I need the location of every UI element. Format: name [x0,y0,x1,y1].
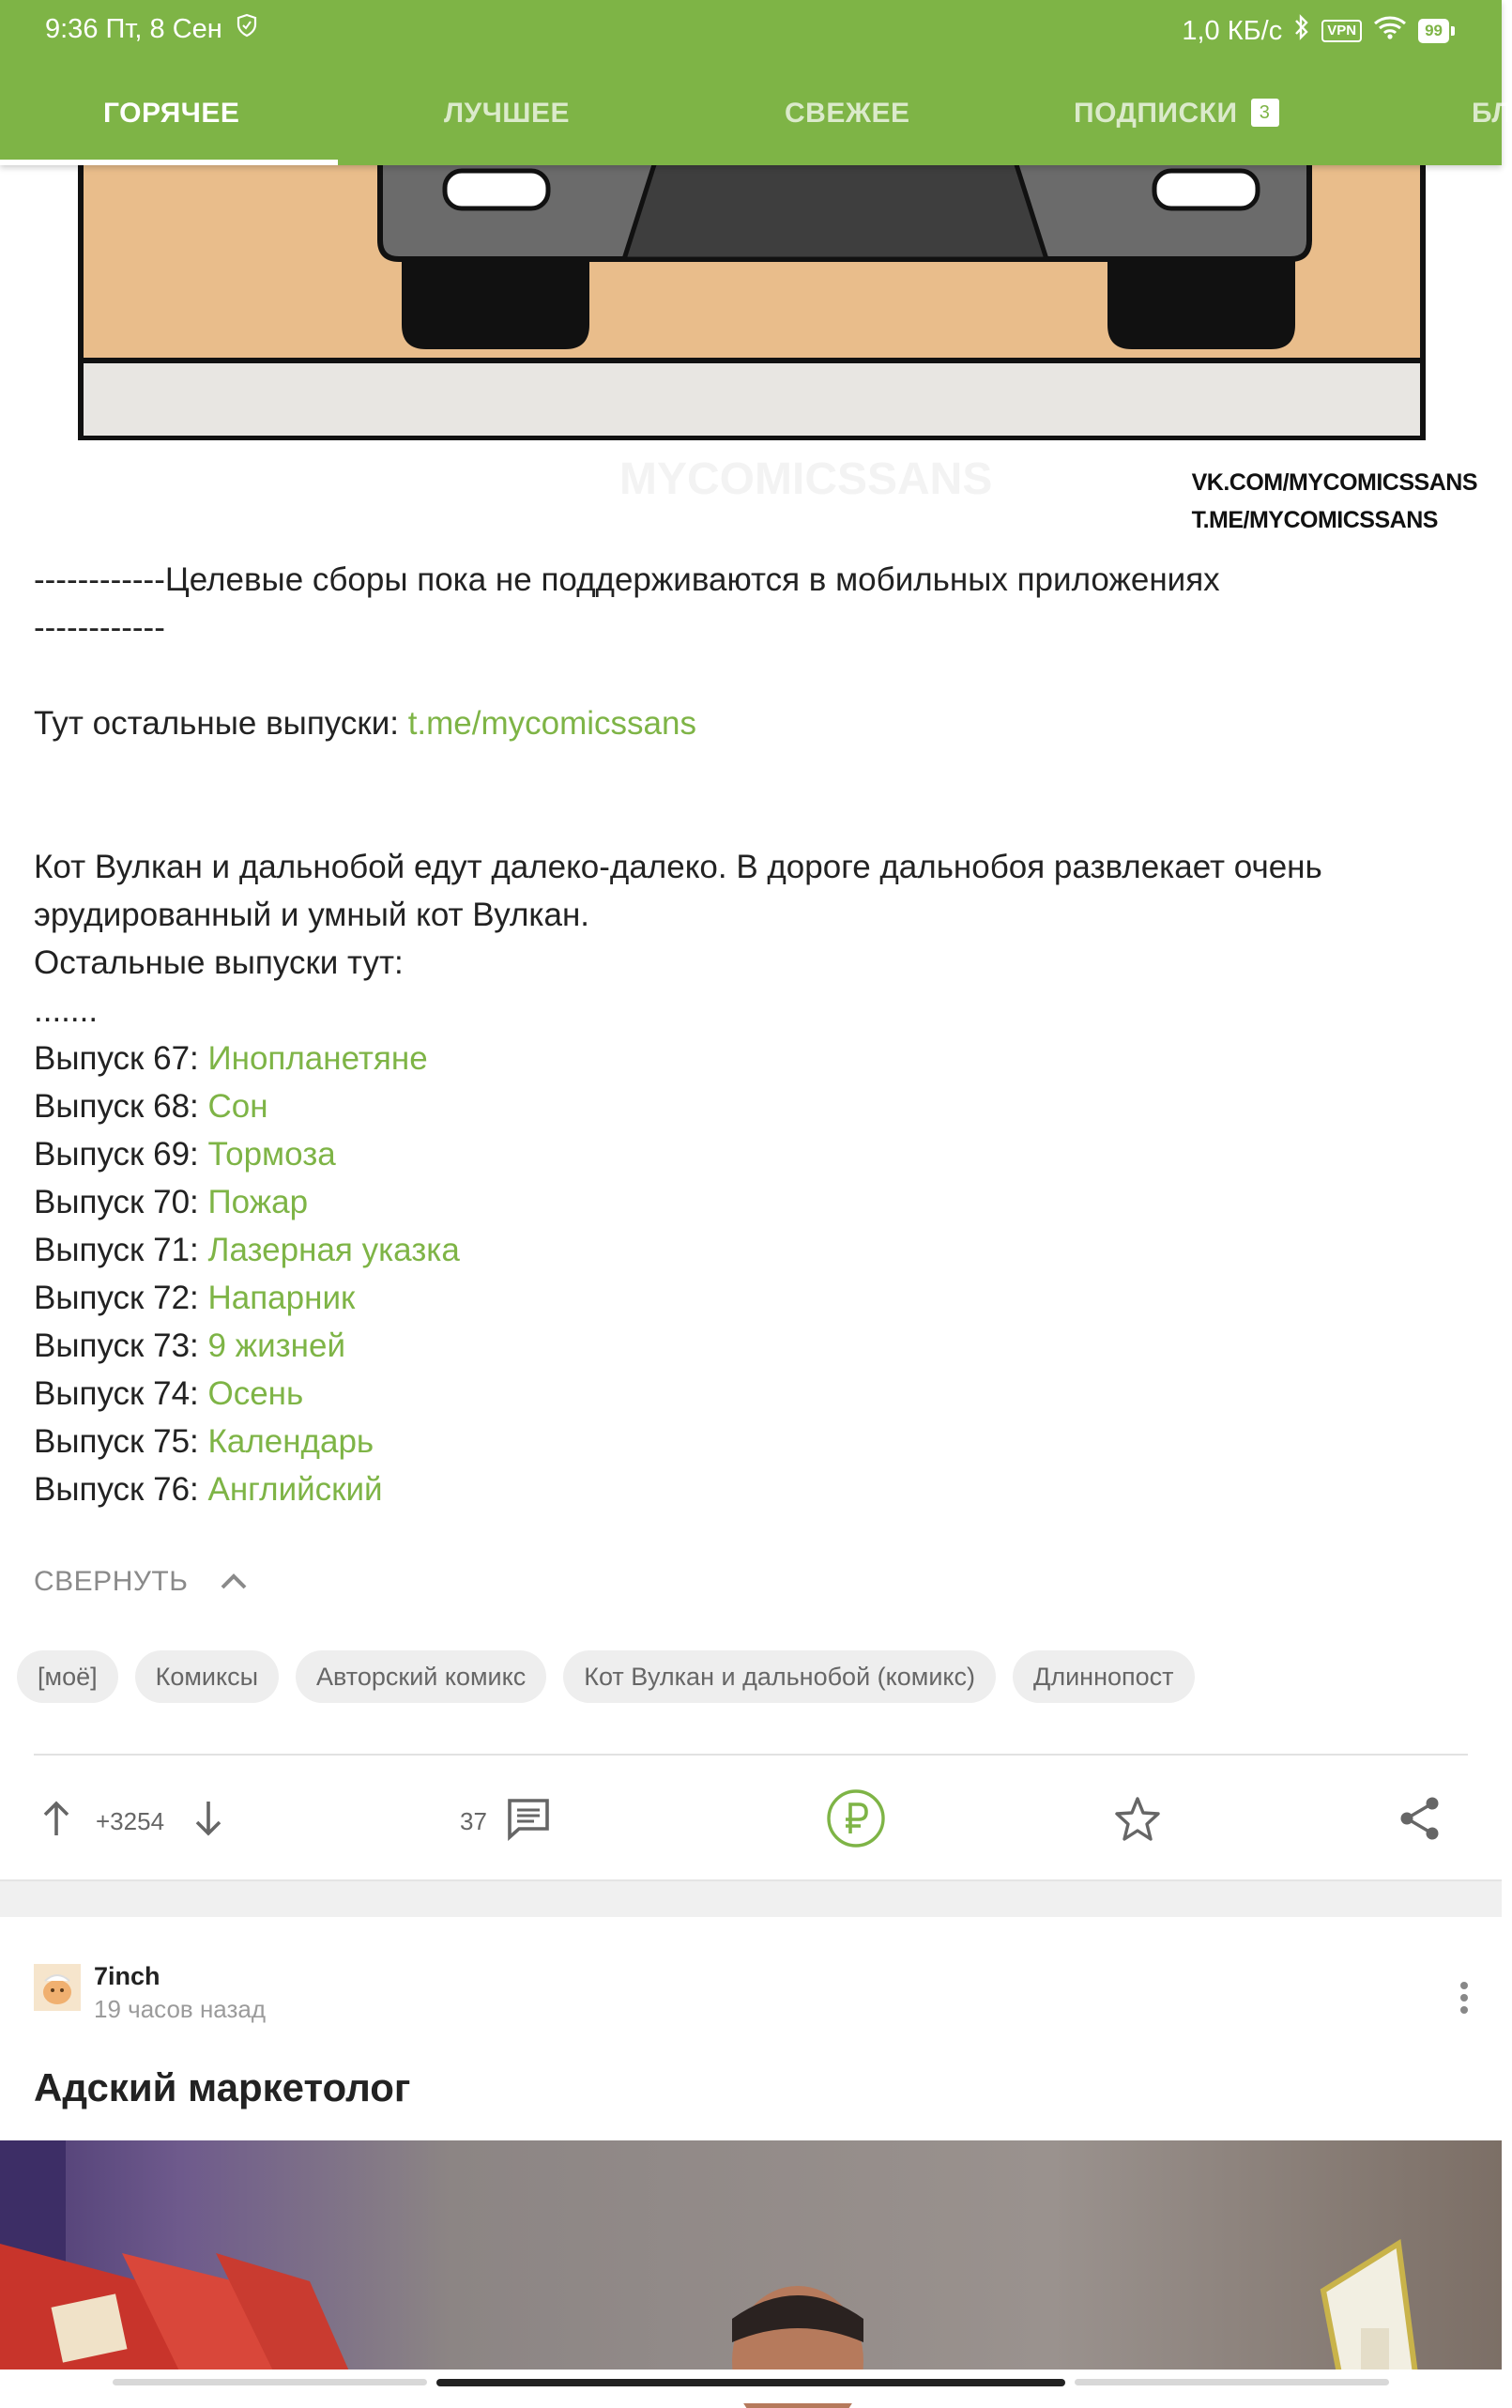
tag-chip[interactable]: [моё] [17,1650,118,1703]
arrow-up-icon [38,1798,75,1846]
issue-link[interactable]: Тормоза [207,1136,336,1173]
other-issues-prefix: Тут остальные выпуски: [34,705,408,742]
issue-number: Выпуск 67: [34,1040,208,1077]
issue-number: Выпуск 74: [34,1375,208,1412]
collapse-button[interactable] [34,1566,248,1598]
issue-link[interactable]: Напарник [207,1280,356,1316]
active-tab-indicator [0,160,338,165]
credit-telegram: T.ME/MYCOMICSSANS [1191,507,1438,533]
issue-number: Выпуск 70: [34,1184,208,1220]
more-options-icon[interactable] [1459,1981,1470,2019]
issue-item [34,1035,1470,1082]
post-separator [0,1879,1502,1917]
issue-number: Выпуск 76: [34,1471,208,1508]
issue-link[interactable]: Осень [207,1375,304,1412]
post-action-bar [0,1784,1502,1859]
ellipsis: ....... [34,992,99,1029]
issue-item [34,1370,1470,1418]
issue-link[interactable]: Английский [207,1471,383,1508]
issue-number: Выпуск 73: [34,1327,208,1364]
separator-dashes: ------------ [34,609,165,646]
donate-button[interactable] [826,1784,886,1859]
feed-tabs [0,60,1512,165]
tag-chip[interactable]: Кот Вулкан и дальнобой (комикс) [563,1650,996,1703]
tab-hot[interactable] [103,98,239,130]
description-line-1: Кот Вулкан и дальнобой едут далеко-далеко. В дороге дальнобоя развлекает очень [34,849,1322,885]
comment-icon [506,1797,551,1847]
app-bar [0,0,1512,165]
comic-credits [1192,464,1477,539]
comments-button[interactable] [460,1784,551,1859]
tab-blogs-label: БЛ [1472,98,1512,129]
author-name[interactable]: 7inch [94,1962,160,1990]
divider [34,1754,1468,1756]
tab-fresh-label: СВЕЖЕЕ [785,98,910,129]
telegram-link[interactable]: t.me/mycomicssans [407,705,696,742]
tab-fresh[interactable] [785,98,909,130]
post-title[interactable]: Адский маркетолог [34,2065,411,2109]
tab-subscriptions-label: ПОДПИСКИ [1074,98,1238,129]
author-block[interactable] [34,1960,266,2026]
avatar[interactable] [34,1964,81,2011]
issue-item [34,1226,1470,1274]
tag-chip[interactable]: Авторский комикс [296,1650,546,1703]
subscriptions-count-badge: 3 [1251,99,1279,127]
donation-notice: ------------Целевые сборы пока не поддерживаются в мобильных приложениях [34,561,1220,598]
issue-item [34,1130,1470,1178]
system-nav-bar [0,2370,1502,2403]
share-button[interactable] [1398,1784,1442,1859]
star-icon [1113,1795,1162,1848]
comic-image[interactable] [0,165,1502,533]
status-time-date: 9:36 Пт, 8 Сен [45,13,222,44]
vpn-badge: VPN [1321,20,1362,42]
issue-item [34,1274,1470,1322]
issue-item [34,1465,1470,1513]
issue-number: Выпуск 68: [34,1088,208,1125]
issue-item [34,1082,1470,1130]
tag-chip[interactable]: Длиннопост [1013,1650,1194,1703]
tag-list [17,1650,1195,1703]
issue-link[interactable]: Инопланетяне [207,1040,428,1077]
issue-number: Выпуск 75: [34,1423,208,1460]
issue-item [34,1418,1470,1465]
chevron-up-icon [220,1566,248,1598]
post-photo[interactable] [0,2140,1502,2388]
tab-best[interactable] [444,98,570,130]
credit-vk: VK.COM/MYCOMICSSANS [1191,469,1477,496]
upvote-button[interactable] [38,1784,75,1859]
status-bar [0,0,1502,60]
bluetooth-icon [1293,13,1310,49]
rating-value: +3254 [96,1806,165,1835]
issue-item [34,1178,1470,1226]
issue-link[interactable]: Сон [207,1088,268,1125]
tab-blogs[interactable] [1472,98,1512,130]
tag-chip[interactable]: Комиксы [135,1650,279,1703]
tab-hot-label: ГОРЯЧЕЕ [103,98,240,129]
collapse-label: СВЕРНУТЬ [34,1566,189,1597]
ruble-icon [826,1788,886,1855]
issue-item [34,1322,1470,1370]
tab-subscriptions[interactable] [1074,98,1279,130]
description-line-2: эрудированный и умный кот Вулкан. [34,897,589,933]
battery-level: 99 [1418,19,1449,43]
share-icon [1398,1796,1442,1848]
comments-count: 37 [460,1806,487,1835]
issue-link[interactable]: Лазерная указка [207,1232,460,1268]
svg-text:MYCOMICSSANS: MYCOMICSSANS [619,454,993,504]
other-issues-line [34,699,1470,747]
save-button[interactable] [1113,1784,1162,1859]
tab-best-label: ЛУЧШЕЕ [444,98,570,129]
issue-number: Выпуск 71: [34,1232,208,1268]
issue-number: Выпуск 72: [34,1280,208,1316]
photo-drawing [0,2140,1502,2388]
shield-icon [236,13,258,45]
issue-link[interactable]: Пожар [207,1184,309,1220]
post-body [34,556,1470,1513]
arrow-down-icon [190,1798,227,1846]
rest-issues-heading: Остальные выпуски тут: [34,944,404,981]
downvote-button[interactable] [190,1784,227,1859]
wifi-icon [1373,14,1407,48]
issue-link[interactable]: 9 жизней [207,1327,346,1364]
issue-link[interactable]: Календарь [207,1423,374,1460]
post-time: 19 часов назад [94,1995,267,2023]
issue-number: Выпуск 69: [34,1136,208,1173]
battery-icon [1418,19,1455,43]
network-speed: 1,0 КБ/с [1182,15,1283,46]
